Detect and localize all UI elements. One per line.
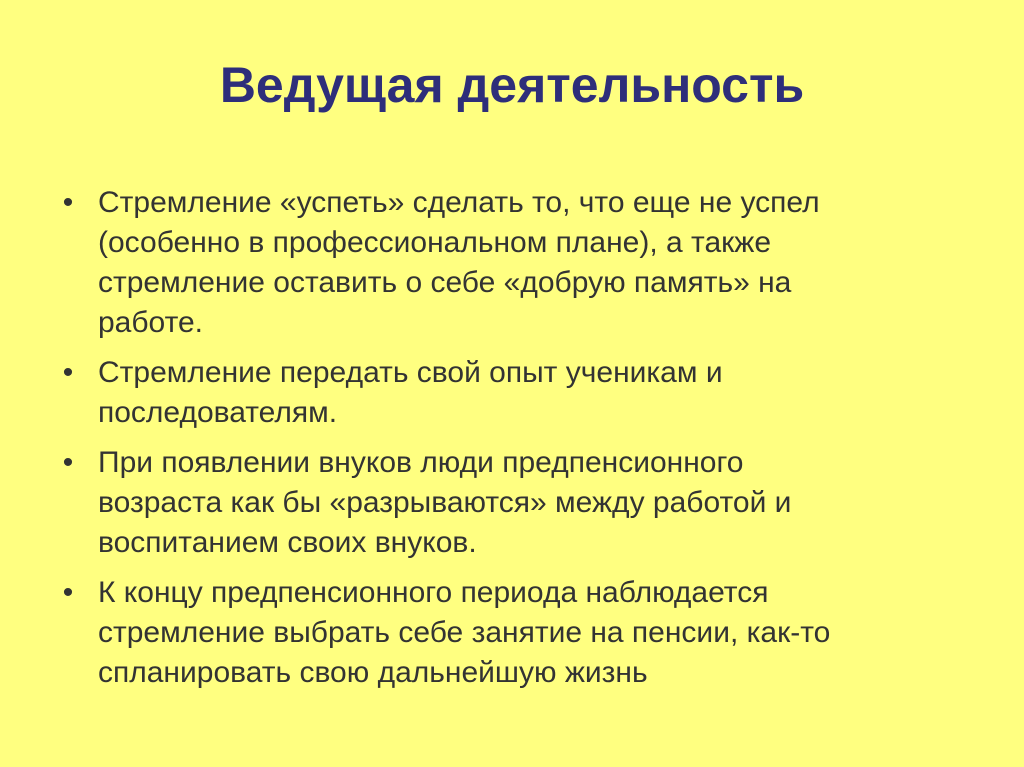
bullet-line: стремление выбрать себе занятие на пенсии, как-то bbox=[98, 616, 831, 649]
bullet-line: последователям. bbox=[98, 396, 338, 429]
bullet-text bbox=[98, 183, 958, 343]
bullet-marker: • bbox=[62, 356, 74, 389]
bullet-line: работе. bbox=[98, 306, 203, 339]
bullet-line: воспитанием своих внуков. bbox=[98, 526, 477, 559]
bullet-item bbox=[58, 443, 958, 563]
bullet-text bbox=[98, 353, 958, 433]
bullet-line: стремление оставить о себе «добрую память» на bbox=[98, 266, 792, 299]
bullet-line: возраста как бы «разрываются» между работой и bbox=[98, 486, 792, 519]
bullet-item bbox=[58, 353, 958, 433]
bullet-line: Стремление передать свой опыт ученикам и bbox=[98, 356, 723, 389]
bullet-list bbox=[58, 183, 958, 703]
bullet-line: спланировать свою дальнейшую жизнь bbox=[98, 656, 648, 689]
bullet-line: К концу предпенсионного периода наблюдается bbox=[98, 576, 769, 609]
bullet-text bbox=[98, 443, 958, 563]
bullet-line: (особенно в профессиональном плане), а также bbox=[98, 226, 772, 259]
bullet-text bbox=[98, 573, 958, 693]
bullet-item bbox=[58, 183, 958, 343]
bullet-line: Стремление «успеть» сделать то, что еще не успел bbox=[98, 186, 820, 219]
bullet-item bbox=[58, 573, 958, 693]
bullet-marker: • bbox=[62, 186, 74, 219]
bullet-marker: • bbox=[62, 446, 74, 479]
bullet-marker: • bbox=[62, 576, 74, 609]
slide-title: Ведущая деятельность bbox=[219, 57, 805, 113]
bullet-line: При появлении внуков люди предпенсионного bbox=[98, 446, 744, 479]
